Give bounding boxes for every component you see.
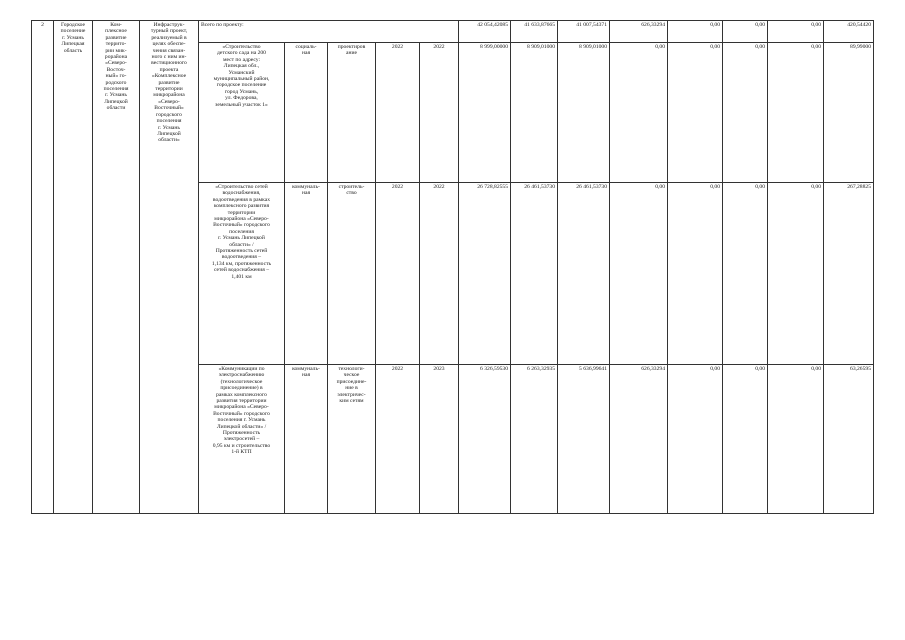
value-cell: 0,00: [723, 43, 768, 183]
value-cell: 26 461,53730: [558, 183, 610, 365]
value-cell: 5 636,99641: [558, 365, 610, 514]
value-cell: 267,28825: [824, 183, 874, 365]
value-cell: 626,33294: [610, 365, 668, 514]
project-category-cell: социаль- ная: [285, 43, 328, 183]
project-name-cell: «Строительство сетей водоснабжения, водоотведения в рамках комплексного развития территории микрорайона «Северо- Восточный» городского поселения г. Усмань Липецкой области» / Протяженность сетей водоотведения – 1,134 км, протяженность сетей водоснабжения – 1,401 км: [199, 183, 285, 365]
total-value-cell: 42 054,42085: [459, 21, 511, 43]
project-stage-cell: проектиров ание: [328, 43, 376, 183]
year-end-cell: 2022: [420, 43, 459, 183]
value-cell: 63,26595: [824, 365, 874, 514]
project-category-cell: коммуналь- ная: [285, 365, 328, 514]
value-cell: 8 909,01000: [558, 43, 610, 183]
value-cell: 6 263,32935: [511, 365, 558, 514]
value-cell: 0,00: [768, 365, 824, 514]
project-stage-cell: технологи- ческое присоедине- ние в электричес- ким сетям: [328, 365, 376, 514]
project-name-cell: «Коммуникации по электроснабжению (технологическое присоединение) в рамках комплексного развития территории микрорайона «Северо- Восточный» городского поселения г. Усмань Липецкой области» / Протяженность электросетей – 0,95 км и строительство 1-й КТП: [199, 365, 285, 514]
total-value-cell: 0,00: [668, 21, 723, 43]
value-cell: 26 728,82555: [459, 183, 511, 365]
total-value-cell: 41 007,54371: [558, 21, 610, 43]
year-start-cell: 2022: [376, 183, 420, 365]
value-cell: 6 326,59530: [459, 365, 511, 514]
total-value-cell: 41 633,87665: [511, 21, 558, 43]
value-cell: 0,00: [668, 365, 723, 514]
total-value-cell: 0,00: [768, 21, 824, 43]
program-cell: Ком- плексное развитие террито- рии мик- рорайона «Северо- Восточ- ный» го- родского поселения г. Усмань Липецкой области: [93, 21, 140, 514]
table-row: [32, 21, 874, 43]
year-start-cell: 2022: [376, 43, 420, 183]
value-cell: 0,00: [610, 183, 668, 365]
project-type-cell: Инфраструк- турный проект, реализуемый в целях обеспе- чения связан- ного с ним ин- вестиционного проекта «Комплексное развитие территории микрорайона «Северо- Восточный» городского поселения г. Усмань Липецкой области»: [140, 21, 199, 514]
value-cell: 0,00: [768, 43, 824, 183]
project-stage-cell: строитель- ство: [328, 183, 376, 365]
project-name-cell: «Строительство детского сада на 200 мест по адресу: Липецкая обл., Усманский муниципальный район, городское поселение город Усмань, ул. Федорова, земельный участок 1»: [199, 43, 285, 183]
total-label-cell: Всего по проекту:: [199, 21, 459, 43]
value-cell: 89,99000: [824, 43, 874, 183]
value-cell: 0,00: [668, 183, 723, 365]
municipality-cell: Городское поселение г. Усмань Липецкая область: [54, 21, 93, 514]
value-cell: 0,00: [723, 365, 768, 514]
value-cell: 26 461,53730: [511, 183, 558, 365]
value-cell: 0,00: [668, 43, 723, 183]
value-cell: 8 999,00000: [459, 43, 511, 183]
year-end-cell: 2023: [420, 365, 459, 514]
total-value-cell: 0,00: [723, 21, 768, 43]
year-start-cell: 2022: [376, 365, 420, 514]
row-number-cell: 2: [32, 21, 54, 514]
value-cell: 0,00: [768, 183, 824, 365]
value-cell: 0,00: [723, 183, 768, 365]
investment-projects-table: [31, 20, 874, 514]
value-cell: 0,00: [610, 43, 668, 183]
total-value-cell: 420,54420: [824, 21, 874, 43]
total-value-cell: 626,33294: [610, 21, 668, 43]
project-category-cell: коммуналь- ная: [285, 183, 328, 365]
year-end-cell: 2022: [420, 183, 459, 365]
value-cell: 8 909,01000: [511, 43, 558, 183]
